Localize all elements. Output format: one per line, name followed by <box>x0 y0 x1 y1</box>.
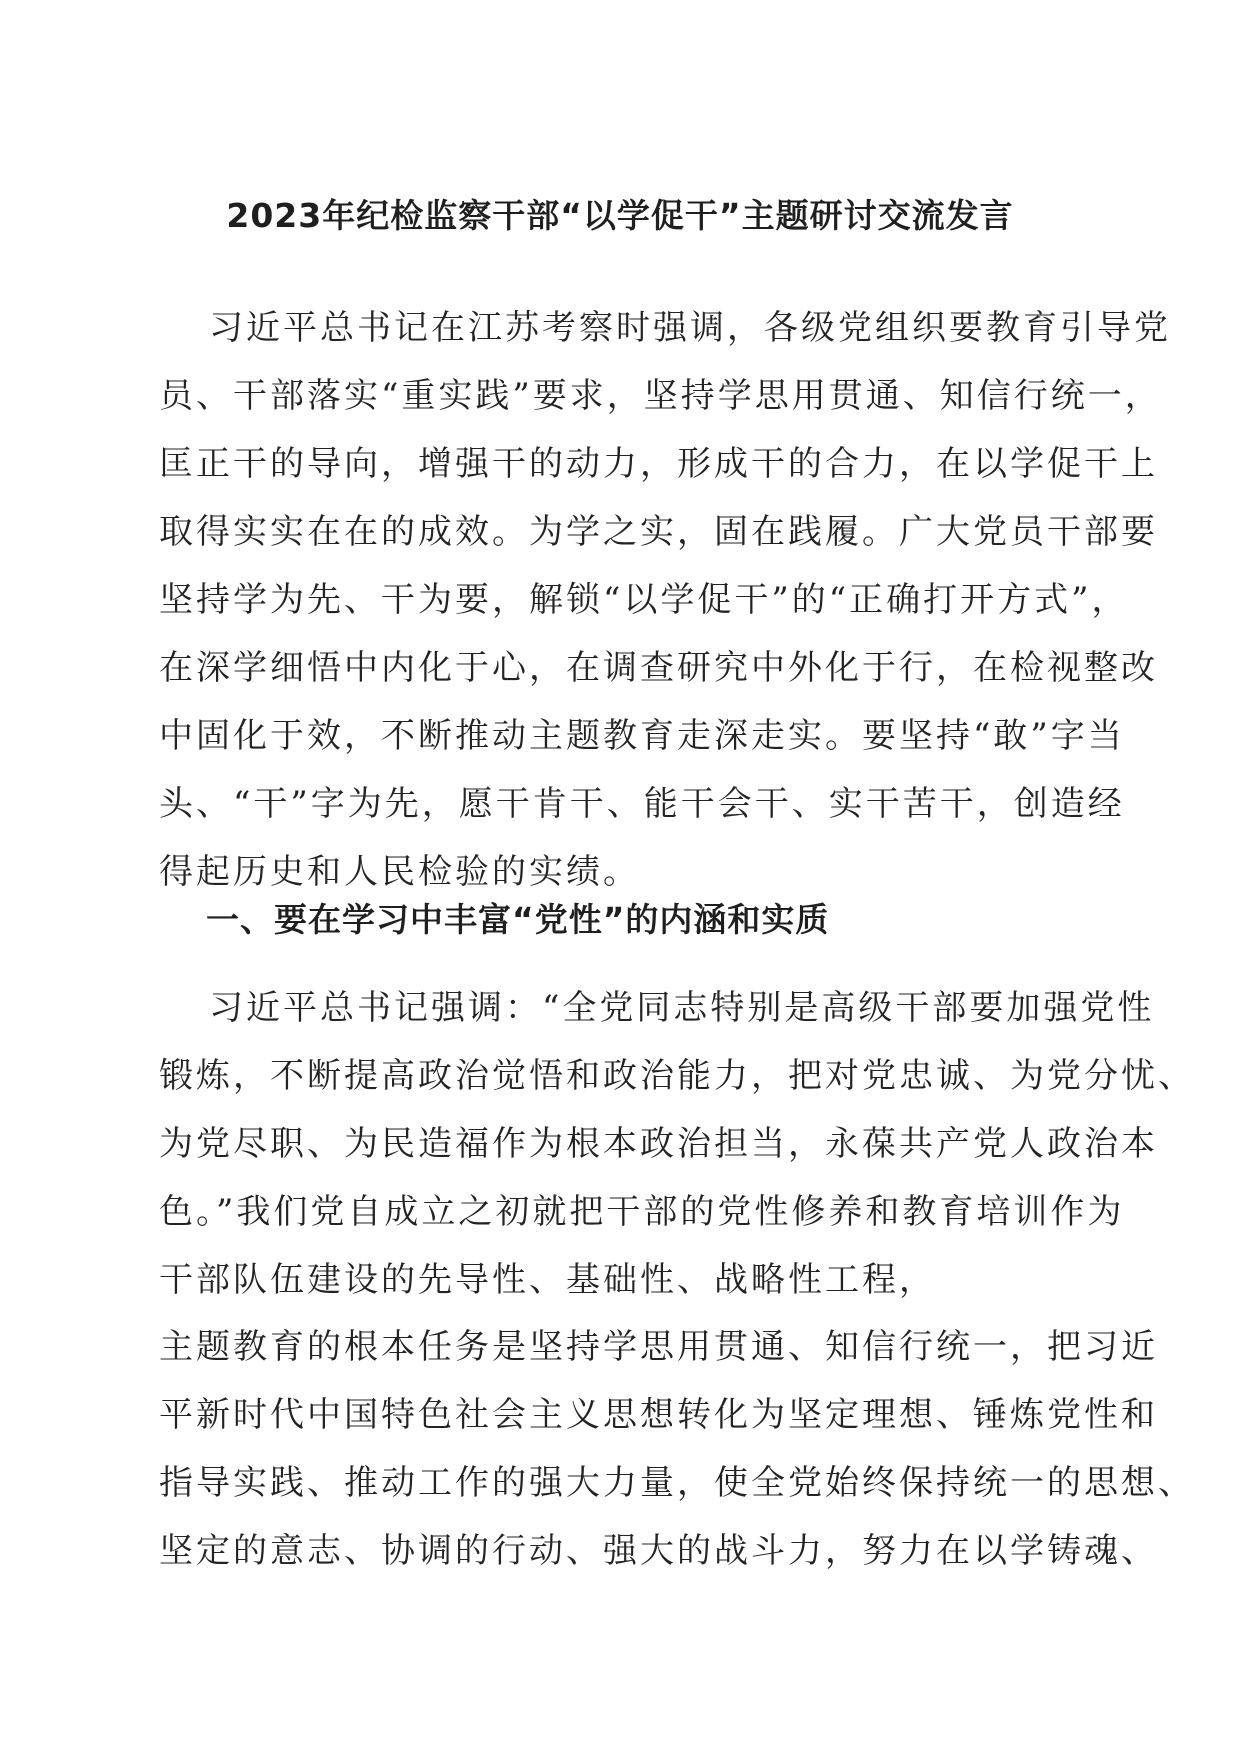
paragraph-line: 色。”我们党自成立之初就把干部的党性修养和教育培训作为 <box>159 1192 1125 1232</box>
paragraph-line: 习近平总书记强调：“全党同志特别是高级干部要加强党性 <box>209 988 1155 1028</box>
paragraph-line: 平新时代中国特色社会主义思想转化为坚定理想、锤炼党性和 <box>159 1395 1158 1435</box>
paragraph-line: 中固化于效，不断推动主题教育走深走实。要坚持“敢”字当 <box>159 716 1125 756</box>
paragraph-line: 锻炼，不断提高政治觉悟和政治能力，把对党忠诚、为党分忧、 <box>159 1056 1195 1096</box>
paragraph-line: 在深学细悟中内化于心，在调查研究中外化于行，在检视整改 <box>159 648 1158 688</box>
paragraph-line: 干部队伍建设的先导性、基础性、战略性工程， <box>159 1260 936 1300</box>
paragraph-line: 得起历史和人民检验的实绩。 <box>159 852 640 892</box>
paragraph-line: 匡正干的导向，增强干的动力，形成干的合力，在以学促干上 <box>159 444 1158 484</box>
section-heading: 一、要在学习中丰富“党性”的内涵和实质 <box>206 900 830 939</box>
document-title: 2023年纪检监察干部“以学促干”主题研讨交流发言 <box>226 196 1014 235</box>
paragraph-line: 指导实践、推动工作的强大力量，使全党始终保持统一的思想、 <box>159 1463 1195 1503</box>
paragraph-line: 主题教育的根本任务是坚持学思用贯通、知信行统一，把习近 <box>159 1327 1158 1367</box>
paragraph-line: 为党尽职、为民造福作为根本政治担当，永葆共产党人政治本 <box>159 1124 1158 1164</box>
paragraph-line: 员、干部落实“重实践”要求，坚持学思用贯通、知信行统一， <box>159 376 1162 416</box>
paragraph-line: 坚持学为先、干为要，解锁“以学促干”的“正确打开方式”， <box>159 580 1129 620</box>
paragraph-party-spirit <box>159 974 1195 1314</box>
paragraph-line: 坚定的意志、协调的行动、强大的战斗力，努力在以学铸魂、 <box>159 1531 1158 1571</box>
paragraph-intro <box>159 294 1171 906</box>
paragraph-line: 习近平总书记在江苏考察时强调，各级党组织要教育引导党 <box>209 308 1171 348</box>
paragraph-line: 头、“干”字为先，愿干肯干、能干会干、实干苦干，创造经 <box>159 784 1125 824</box>
paragraph-line: 取得实实在在的成效。为学之实，固在践履。广大党员干部要 <box>159 512 1158 552</box>
paragraph-theme-education <box>159 1313 1195 1585</box>
